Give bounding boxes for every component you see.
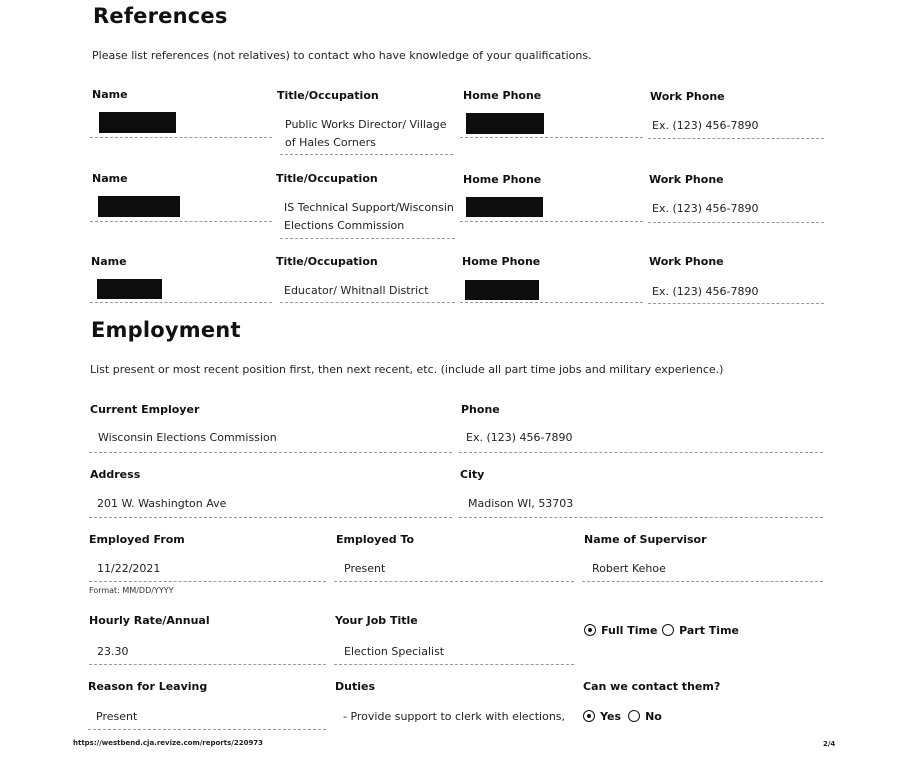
current-employer-value: Wisconsin Elections Commission: [98, 431, 277, 444]
contact-no-label: No: [645, 710, 662, 723]
part-time-radio[interactable]: [662, 624, 674, 636]
full-time-radio[interactable]: [584, 624, 596, 636]
part-time-option[interactable]: [662, 619, 739, 638]
references-heading: References: [93, 4, 228, 28]
ref2-work-phone-label: Work Phone: [649, 173, 724, 186]
ref1-title-line1: Public Works Director/ Village: [285, 118, 447, 131]
rate-value: 23.30: [97, 645, 129, 658]
ref3-home-phone-redacted: [465, 280, 539, 300]
employed-to-label: Employed To: [336, 533, 415, 546]
employed-from-label: Employed From: [89, 533, 185, 546]
ref2-title-label: Title/Occupation: [276, 172, 378, 185]
ref3-title-label: Title/Occupation: [276, 255, 378, 268]
ref2-name-label: Name: [92, 172, 128, 185]
ref2-work-phone: Ex. (123) 456-7890: [652, 202, 759, 215]
full-time-label: Full Time: [601, 624, 658, 637]
employment-intro: List present or most recent position first, then next recent, etc. (include all part time jobs and military experience.): [90, 363, 724, 376]
references-intro: Please list references (not relatives) to contact who have knowledge of your qualifications.: [92, 49, 592, 62]
full-time-option[interactable]: [584, 619, 657, 638]
employed-to-value: Present: [344, 562, 386, 575]
supervisor-value: Robert Kehoe: [592, 562, 666, 575]
employed-from-value: 11/22/2021: [97, 562, 161, 575]
employment-heading: Employment: [91, 318, 241, 342]
job-title-value: Election Specialist: [344, 645, 445, 658]
reason-label: Reason for Leaving: [88, 680, 208, 693]
job-title-label: Your Job Title: [335, 614, 418, 627]
ref3-name-label: Name: [91, 255, 127, 268]
footer-page-number: 2/4: [823, 740, 836, 748]
ref3-work-phone-label: Work Phone: [649, 255, 724, 268]
ref3-name-redacted: [97, 279, 162, 299]
address-value: 201 W. Washington Ave: [97, 497, 227, 510]
duties-value: - Provide support to clerk with elections,: [343, 710, 566, 723]
footer-url: https://westbend.cja.revize.com/reports/220973: [73, 739, 264, 747]
contact-no-option[interactable]: [628, 705, 662, 724]
contact-yes-option[interactable]: [583, 705, 621, 724]
supervisor-label: Name of Supervisor: [584, 533, 707, 546]
ref2-title-line2: Elections Commission: [284, 219, 405, 232]
ref1-home-phone-redacted: [466, 113, 544, 134]
ref2-title-line1: IS Technical Support/Wisconsin: [284, 201, 454, 214]
ref1-name-redacted: [99, 112, 176, 133]
ref2-home-phone-label: Home Phone: [463, 173, 542, 186]
ref1-work-phone: Ex. (123) 456-7890: [652, 119, 759, 132]
contact-yes-label: Yes: [600, 710, 622, 723]
address-label: Address: [90, 468, 141, 481]
phone-value: Ex. (123) 456-7890: [466, 431, 573, 444]
current-employer-label: Current Employer: [90, 403, 200, 416]
city-value: Madison WI, 53703: [468, 497, 574, 510]
city-label: City: [460, 468, 485, 481]
ref2-home-phone-redacted: [466, 197, 543, 217]
part-time-label: Part Time: [679, 624, 739, 637]
reason-value: Present: [96, 710, 138, 723]
ref1-title-label: Title/Occupation: [277, 89, 379, 102]
phone-label: Phone: [461, 403, 500, 416]
ref3-title-line1: Educator/ Whitnall District: [284, 284, 429, 297]
contact-no-radio[interactable]: [628, 710, 640, 722]
rate-label: Hourly Rate/Annual: [89, 614, 210, 627]
ref1-name-label: Name: [92, 88, 128, 101]
ref1-title-line2: of Hales Corners: [285, 136, 376, 149]
employed-from-format-hint: Format: MM/DD/YYYY: [89, 586, 174, 595]
contact-label: Can we contact them?: [583, 680, 721, 693]
contact-yes-radio[interactable]: [583, 710, 595, 722]
ref3-home-phone-label: Home Phone: [462, 255, 541, 268]
ref1-home-phone-label: Home Phone: [463, 89, 542, 102]
ref2-name-redacted: [98, 196, 180, 217]
ref3-work-phone: Ex. (123) 456-7890: [652, 285, 759, 298]
duties-label: Duties: [335, 680, 375, 693]
ref1-work-phone-label: Work Phone: [650, 90, 725, 103]
